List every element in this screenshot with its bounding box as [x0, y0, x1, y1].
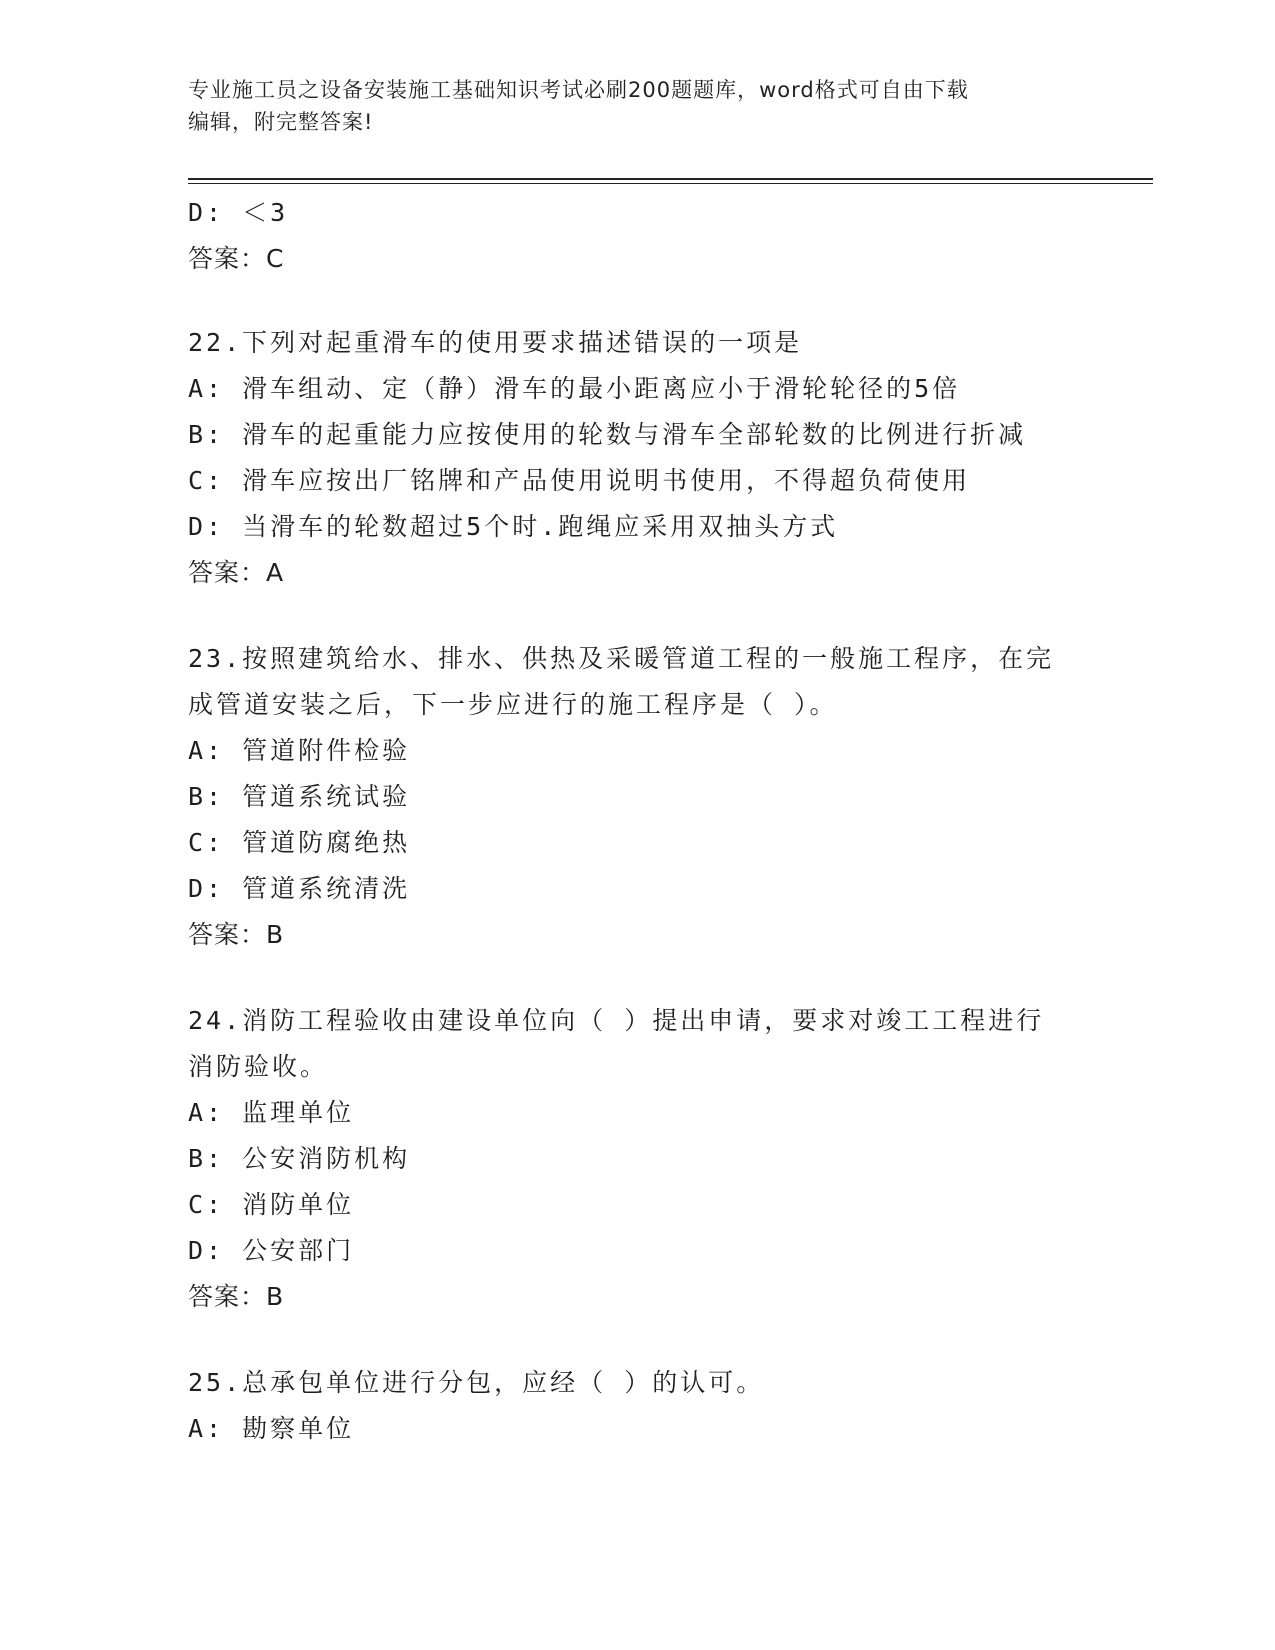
option-b: B: 滑车的起重能力应按使用的轮数与滑车全部轮数的比例进行折减 [188, 420, 1027, 449]
header-line-1: 专业施工员之设备安装施工基础知识考试必刷200题题库，word格式可自由下载 [188, 78, 969, 102]
option-c: C: 管道防腐绝热 [188, 828, 411, 857]
header-divider-thick [188, 178, 1153, 180]
option-c: C: 滑车应按出厂铭牌和产品使用说明书使用，不得超负荷使用 [188, 466, 971, 495]
option-d: D: 管道系统清洗 [188, 874, 411, 903]
answer: 答案：B [188, 1282, 285, 1311]
answer: 答案：A [188, 558, 285, 587]
prev-option-d: D: ＜3 [188, 198, 289, 227]
option-a: A: 滑车组动、定（静）滑车的最小距离应小于滑轮轮径的5倍 [188, 374, 961, 403]
option-d: D: 公安部门 [188, 1236, 355, 1265]
question-text: 22.下列对起重滑车的使用要求描述错误的一项是 [188, 328, 803, 357]
question-block-23 [188, 636, 1088, 958]
option-c: C: 消防单位 [188, 1190, 355, 1219]
option-d: D: 当滑车的轮数超过5个时.跑绳应采用双抽头方式 [188, 512, 839, 541]
prev-answer: 答案：C [188, 244, 285, 273]
option-b: B: 管道系统试验 [188, 782, 411, 811]
document-header [188, 74, 1078, 138]
answer: 答案：B [188, 920, 285, 949]
question-text-cont: 成管道安装之后，下一步应进行的施工程序是（ ）。 [188, 690, 838, 719]
question-text: 25.总承包单位进行分包，应经（ ）的认可。 [188, 1368, 765, 1397]
option-a: A: 管道附件检验 [188, 736, 411, 765]
question-text-cont: 消防验收。 [188, 1052, 329, 1081]
header-divider-thin [188, 183, 1153, 184]
header-line-2: 编辑，附完整答案! [188, 110, 374, 134]
question-content [188, 190, 1088, 1452]
question-text: 23.按照建筑给水、排水、供热及采暖管道工程的一般施工程序，在完 [188, 644, 1055, 673]
option-a: A: 监理单位 [188, 1098, 355, 1127]
option-a: A: 勘察单位 [188, 1414, 355, 1443]
question-block-25 [188, 1360, 1088, 1452]
question-text: 24.消防工程验收由建设单位向（ ）提出申请，要求对竣工工程进行 [188, 1006, 1045, 1035]
option-b: B: 公安消防机构 [188, 1144, 411, 1173]
question-block-24 [188, 998, 1088, 1320]
question-block-22 [188, 320, 1088, 596]
